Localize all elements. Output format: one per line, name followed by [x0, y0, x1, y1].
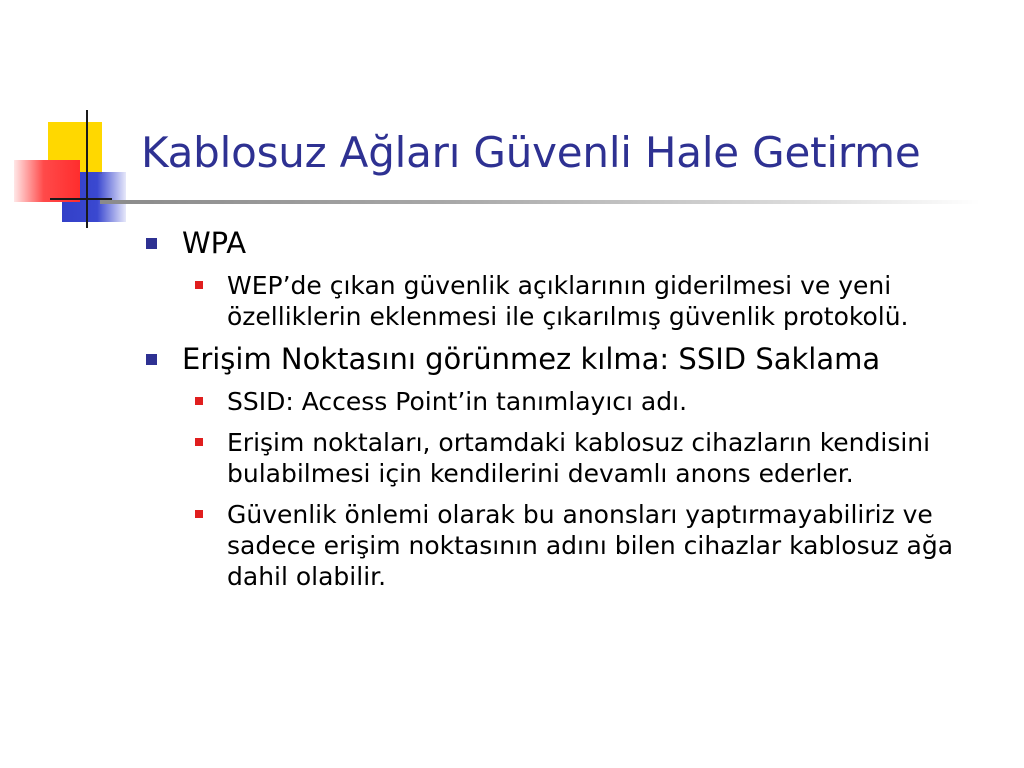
slide-title: Kablosuz Ağları Güvenli Hale Getirme [141, 128, 921, 177]
square-bullet-icon [146, 238, 157, 249]
bullet-text: Güvenlik önlemi olarak bu anonsları yaptırmayabiliriz ve sadece erişim noktasının adını bilen cihazlar kablosuz ağa dahil olabilir. [227, 500, 954, 591]
bullet-item-level2 [182, 270, 1000, 332]
logo-vertical-line [86, 110, 88, 228]
square-bullet-icon [195, 510, 203, 518]
bullet-text: WEP’de çıkan güvenlik açıklarının giderilmesi ve yeni özelliklerin eklenmesi ile çıkarılmış güvenlik protokolü. [227, 271, 909, 331]
logo-red-bar [14, 160, 80, 202]
square-bullet-icon [195, 438, 203, 446]
title-underline-rule [100, 200, 980, 204]
bullet-item-level1 [140, 342, 1000, 376]
bullet-text: WPA [182, 226, 247, 260]
sub-bullet-list [182, 270, 1000, 332]
bullet-item-level2 [182, 499, 1000, 592]
square-bullet-icon [195, 397, 203, 405]
bullet-item-level2 [182, 427, 1000, 489]
decorative-logo-squares [0, 0, 160, 240]
square-bullet-icon [146, 354, 157, 365]
bullet-text: SSID: Access Point’in tanımlayıcı adı. [227, 387, 688, 416]
bullet-item-level2 [182, 386, 1000, 417]
bullet-content [140, 226, 1000, 602]
bullet-text: Erişim Noktasını görünmez kılma: SSID Saklama [182, 342, 881, 376]
bullet-item-level1 [140, 226, 1000, 260]
sub-bullet-list [182, 386, 1000, 592]
bullet-text: Erişim noktaları, ortamdaki kablosuz cihazların kendisini bulabilmesi için kendilerini devamlı anons ederler. [227, 428, 931, 488]
square-bullet-icon [195, 281, 203, 289]
